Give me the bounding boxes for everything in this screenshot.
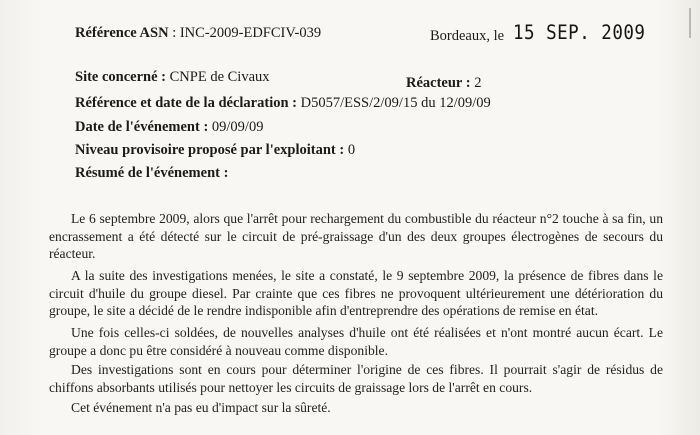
level-label: Niveau provisoire proposé par l'exploitant : (75, 142, 345, 158)
asn-reference-label: Référence ASN (75, 25, 169, 41)
level-value: 0 (347, 142, 356, 158)
level-field (75, 142, 355, 159)
scan-edge-mark (689, 8, 691, 38)
reactor-label: Réacteur : (406, 75, 471, 91)
event-date-value: 09/09/09 (211, 119, 264, 135)
site-field (75, 69, 270, 86)
place-label: Bordeaux, le (430, 28, 505, 44)
paragraph-5 (49, 399, 663, 417)
summary-label: Résumé de l'événement : (75, 165, 229, 181)
paragraph-3 (49, 324, 663, 359)
reactor-value: 2 (474, 75, 482, 91)
site-label: Site concerné : (75, 69, 166, 85)
reactor-field (406, 75, 481, 92)
event-date-field (75, 119, 263, 136)
paragraph-5-text: Cet événement n'a pas eu d'impact sur la sûreté. (71, 400, 331, 415)
paragraph-2-text: A la suite des investigations menées, le site a constaté, le 9 septembre 2009, la présence de fibres dans le circuit d'huile du groupe diesel. Par crainte que ces fibres ne provoquent ultérieurement une détérioration du groupe, le site a décidé de le rendre indisponible afin d'entreprendre des opérations de remise en état. (49, 268, 663, 318)
paragraph-3-text: Une fois celles-ci soldées, de nouvelles analyses d'huile ont été réalisées et n'ont montré aucun écart. Le groupe a donc pu être considéré à nouveau comme disponible. (49, 325, 663, 358)
declaration-value: D5057/ESS/2/09/15 du 12/09/09 (300, 95, 491, 111)
date-stamp: 15 SEP. 2009 (513, 22, 646, 45)
paragraph-1-text: Le 6 septembre 2009, alors que l'arrêt pour rechargement du combustible du réacteur n°2 touche à sa fin, un encrassement a été détecté sur le circuit de pré-graissage d'un des deux groupes électrogènes de secours du réacteur. (49, 211, 663, 261)
declaration-label: Référence et date de la déclaration : (75, 95, 297, 111)
paragraph-4-text: Des investigations sont en cours pour déterminer l'origine de ces fibres. Il pourrait s'agir de résidus de chiffons absorbants utilisés pour nettoyer les circuits de graissage lors de l'arrêt en cours. (49, 362, 663, 395)
paragraph-1 (49, 210, 663, 263)
declaration-field (75, 95, 491, 112)
asn-reference (75, 25, 321, 42)
event-date-label: Date de l'événement : (75, 119, 209, 135)
asn-reference-value: : INC-2009-EDFCIV-039 (172, 25, 322, 41)
paragraph-4 (49, 361, 663, 396)
paragraph-2 (49, 267, 663, 320)
site-value: CNPE de Civaux (169, 69, 270, 85)
